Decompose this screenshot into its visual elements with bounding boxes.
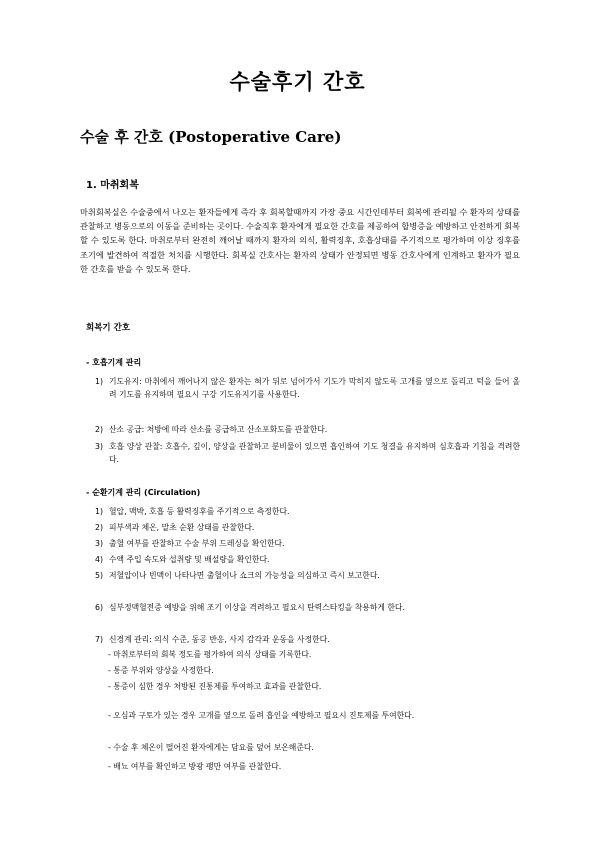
item-number: 3) xyxy=(95,442,104,451)
subsection-heading: 1. 마취회복 xyxy=(86,180,139,191)
item-text: 산소 공급: 처방에 따라 산소를 공급하고 산소포화도를 관찰한다. xyxy=(109,425,328,434)
item-text: 기도유지: 마취에서 깨어나지 않은 환자는 혀가 뒤로 넘어가서 기도가 막히지 않도록 고개를 옆으로 돌리고 턱을 들어 올려 기도를 유지하며 필요시 구강 기도유지기를 사용한다. xyxy=(109,377,520,400)
item-text: 수액 주입 속도와 섭취량 및 배설량을 확인한다. xyxy=(109,555,270,564)
item-text: 출혈 여부를 관찰하고 수술 부위 드레싱을 확인한다. xyxy=(109,539,285,548)
item-text: 심부정맥혈전증 예방을 위해 조기 이상을 격려하고 필요시 탄력스타킹을 착용하게 한다. xyxy=(109,603,405,612)
sub-item-text: - 통증이 심한 경우 처방된 진통제를 투여하고 효과를 관찰한다. xyxy=(108,682,322,691)
item-number: 7) xyxy=(95,635,104,644)
item-number: 1) xyxy=(95,377,104,386)
item-number: 5) xyxy=(95,571,104,580)
document-title: 수술후기 간호 xyxy=(229,69,366,94)
intro-paragraph: 마취회복실은 수술중에서 나오는 환자들에게 즉각 후 회복할때까지 가장 중요 시간인데부터 회복에 관리될 수 환자의 상태를 관찰하고 병동으로의 이동을 준비하는 곳이다. 수술직후 환자에게 필요한 간호를 제공하여 합병증을 예방하고 안전하게 회복할 수 있도록 한다. 마취로부터 완전히 깨어날 때까지 환자의 의식, 활력징후, 호흡상태를 주기적으로 평가하며 이상 징후를 조기에 발견하여 적절한 처치를 시행한다. 회복실 간호사는 환자의 상태가 안정되면 병동 간호사에게 인계하고 환자가 필요한 간호를 받을 수 있도록 한다. xyxy=(80,207,520,274)
item-text: 신경계 관리: 의식 수준, 동공 반응, 사지 감각과 운동을 사정한다. xyxy=(109,635,330,644)
item-number: 2) xyxy=(95,425,104,434)
item-number: 6) xyxy=(95,603,104,612)
item-number: 1) xyxy=(95,507,104,516)
sub-item-text: - 통증 부위와 양상을 사정한다. xyxy=(108,666,214,675)
sub-item-text: - 오심과 구토가 있는 경우 고개를 옆으로 돌려 흡인을 예방하고 필요시 진토제를 투여한다. xyxy=(108,711,415,720)
item-number: 3) xyxy=(95,539,104,548)
item-text: 피부색과 체온, 말초 순환 상태를 관찰한다. xyxy=(109,523,255,532)
circulation-section-title: - 순환기계 관리 (Circulation) xyxy=(86,488,201,497)
respiratory-section-title: - 호흡기계 관리 xyxy=(86,358,142,367)
item-number: 2) xyxy=(95,523,104,532)
sub-item-text: - 마취로부터의 회복 정도를 평가하여 의식 상태를 기록한다. xyxy=(108,650,312,659)
item-text: 호흡 양상 관찰: 호흡수, 깊이, 양상을 관찰하고 분비물이 있으면 흡인하여 기도 청결을 유지하며 심호흡과 기침을 격려한다. xyxy=(109,442,520,465)
recovery-care-heading: 회복기 간호 xyxy=(86,323,131,333)
item-text: 혈압, 맥박, 호흡 등 활력징후를 주기적으로 측정한다. xyxy=(109,507,290,516)
item-number: 4) xyxy=(95,555,104,564)
sub-item-text: - 배뇨 여부를 확인하고 방광 팽만 여부를 관찰한다. xyxy=(108,762,282,771)
item-text: 저혈압이나 빈맥이 나타나면 출혈이나 쇼크의 가능성을 의심하고 즉시 보고한다. xyxy=(109,571,380,580)
sub-item-text: - 수술 후 체온이 떨어진 환자에게는 담요를 덮어 보온해준다. xyxy=(108,743,314,752)
section-heading: 수술 후 간호 (Postoperative Care) xyxy=(80,128,342,146)
